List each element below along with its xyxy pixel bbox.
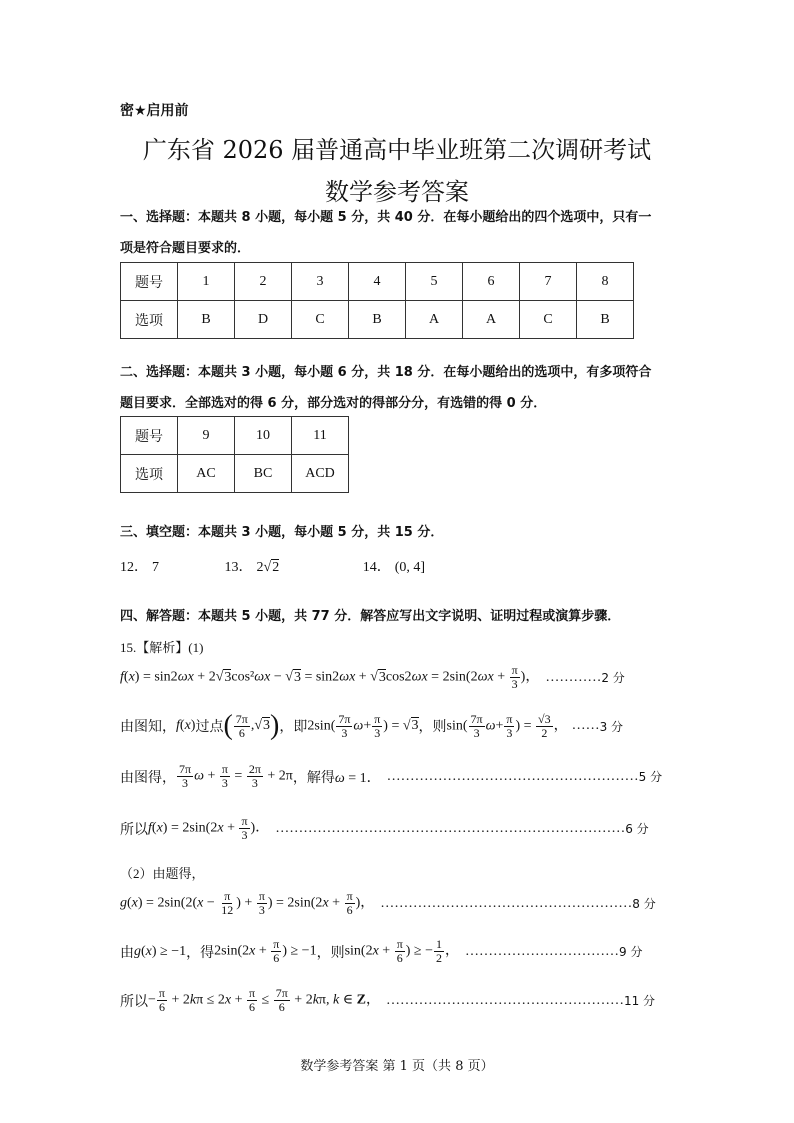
- section2-answer-table: [120, 416, 349, 493]
- exam-title: 广东省 2026 届普通高中毕业班第二次调研考试: [142, 136, 652, 164]
- table-cell: A: [463, 301, 520, 339]
- table-cell: B: [349, 301, 406, 339]
- solution-line-2: 由图知， f(x) 过点 ( $\frac{7\pi}{6}$ ,√3 ) ，即 2sin( $\frac{7\pi}{3}$ ω+ $\frac{\pi}{3}$ ) = √3 ，则 sin( $\frac{7\pi}{3}$ ω+ $\frac{\pi}{3}$ ) = $\frac{√3}{2}$ ， …… 3 分: [120, 710, 624, 741]
- table-cell: C: [292, 301, 349, 339]
- table-cell: 10: [235, 417, 292, 455]
- table-cell: 4: [349, 263, 406, 301]
- table-cell: AC: [178, 455, 235, 493]
- table-row-answers: [121, 301, 634, 339]
- table-cell: 3: [292, 263, 349, 301]
- table-cell: 6: [463, 263, 520, 301]
- page-footer: 数学参考答案 第 1 页（共 8 页）: [300, 1059, 494, 1074]
- section3-heading: 三、填空题：本题共 3 小题，每小题 5 分，共 15 分．: [120, 525, 444, 540]
- table-cell: B: [178, 301, 235, 339]
- row-label: 题号: [121, 417, 178, 455]
- section4-heading: 四、解答题：本题共 5 小题，共 77 分．解答应写出文字说明、证明过程或演算步骤．: [120, 609, 621, 624]
- table-cell: 9: [178, 417, 235, 455]
- table-cell: 2: [235, 263, 292, 301]
- section1-answer-table: [120, 262, 634, 339]
- solution-line-4: 所以 f(x) = 2sin(2x + $\frac{\pi}{3}$ )． ………………………………………………………………… 6 分: [120, 814, 649, 842]
- row-label: 选项: [121, 301, 178, 339]
- solution-line-1: f(x) = sin2ωx + 2√3cos²ωx − √3 = sin2ωx + √3cos2ωx = 2sin(2ωx + $\frac{\pi}{3}$ )， ………… 2 分: [120, 663, 625, 691]
- table-cell: B: [577, 301, 634, 339]
- table-cell: A: [406, 301, 463, 339]
- table-cell: BC: [235, 455, 292, 493]
- table-cell: 7: [520, 263, 577, 301]
- table-cell: 1: [178, 263, 235, 301]
- q15-intro: 15.【解析】(1): [120, 640, 204, 655]
- table-cell: D: [235, 301, 292, 339]
- solution-line-5: g(x) = 2sin(2(x − $\frac{\pi}{12}$ ) + $\frac{\pi}{3}$ ) = 2sin(2x + $\frac{\pi}{6}$ )， ……………………………………………… 8 分: [120, 889, 656, 917]
- table-cell: 5: [406, 263, 463, 301]
- answer-title: 数学参考答案: [325, 178, 469, 206]
- section2-heading: 二、选择题：本题共 3 小题，每小题 6 分，共 18 分．在每小题给出的选项中，有多项符合 题目要求．全部选对的得 6 分，部分选对的得部分分，有选错的得 0 分．: [120, 365, 652, 411]
- row-label: 选项: [121, 455, 178, 493]
- table-cell: 8: [577, 263, 634, 301]
- table-row-questions: [121, 417, 349, 455]
- solution-line-3: 由图得， $\frac{7\pi}{3}$ ω + $\frac{\pi}{3}$ = $\frac{2\pi}{3}$ + 2π ，解得 ω = 1． ……………………………………………… 5 分: [120, 762, 663, 790]
- row-label: 题号: [121, 263, 178, 301]
- solution-line-6: 由 g(x) ≥ −1 ，得 2sin(2x + $\frac{\pi}{6}$ ) ≥ −1 ，则 sin(2x + $\frac{\pi}{6}$ ) ≥ − $\frac{1}{2}$ ， …………………………… 9 分: [120, 937, 643, 965]
- table-row-answers: [121, 455, 349, 493]
- solution-line-7: 所以 − $\frac{\pi}{6}$ + 2kπ ≤ 2x + $\frac{\pi}{6}$ ≤ $\frac{7\pi}{6}$ + 2kπ, k ∈ Z， …………………………………………… 11 分: [120, 986, 656, 1014]
- table-cell: 11: [292, 417, 349, 455]
- table-cell: ACD: [292, 455, 349, 493]
- table-row-questions: [121, 263, 634, 301]
- table-cell: C: [520, 301, 577, 339]
- section1-heading: 一、选择题：本题共 8 小题，每小题 5 分，共 40 分．在每小题给出的四个选项中，只有一 项是符合题目要求的．: [120, 210, 652, 256]
- confidential-mark: 密★启用前: [120, 103, 189, 119]
- fill-answers: 12． 7 13． 2√2 14． (0, 4]: [120, 560, 426, 575]
- part2-intro: （2）由题得，: [120, 866, 205, 881]
